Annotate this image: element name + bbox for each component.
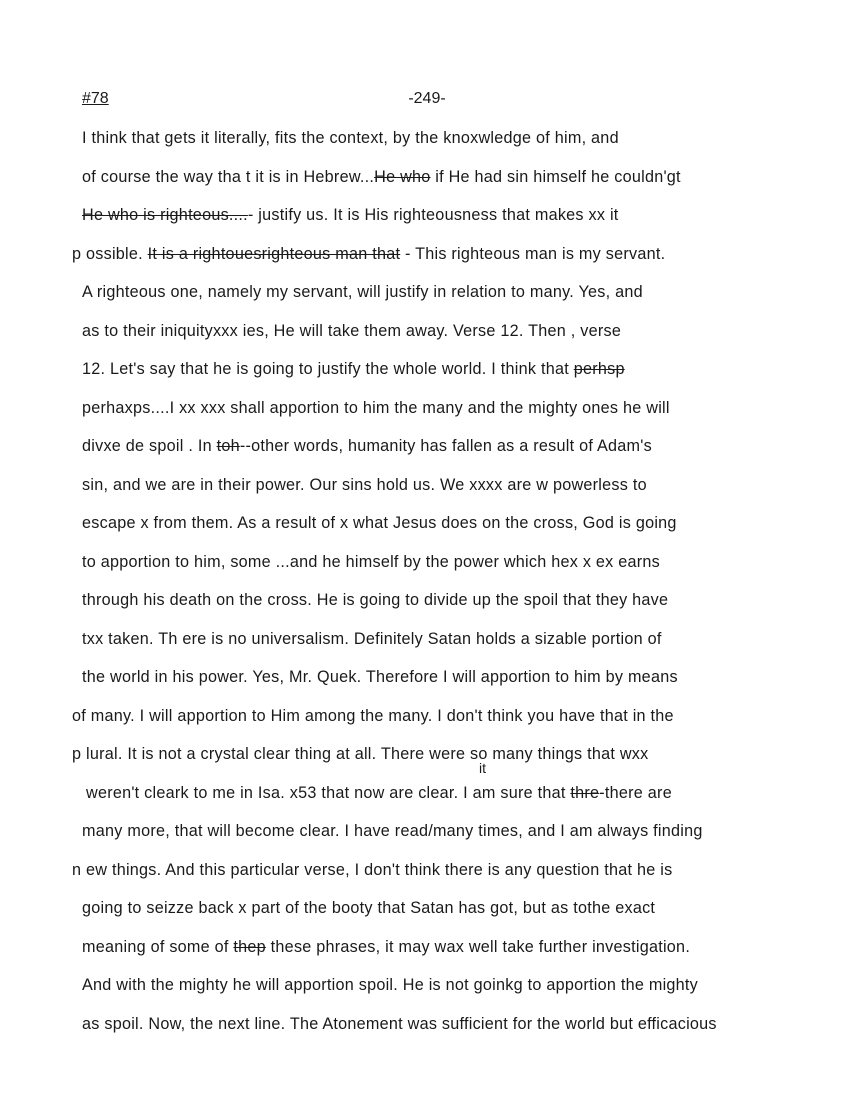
text-line [82,283,643,302]
page-number: -249- [408,90,446,107]
text-line [72,745,648,764]
text-segment: -there are [599,783,672,802]
text-line [86,784,672,803]
text-segment: to apportion to him, some ...and he himself by the power which hex x ex earns [82,552,661,571]
text-segment: --other words, humanity has fallen as a result of Adam's [239,437,652,455]
text-segment: I think that gets it literally, fits the context, by the knoxwledge of him, and [82,129,619,147]
struck-text: He who [374,167,431,186]
text-segment: 12. Let's say that he is going to justify the whole world. I think that [82,360,574,378]
text-line [82,899,655,918]
text-segment: - This righteous man is my servant. [400,244,666,263]
text-segment: as spoil. Now, the next line. The Atonement was sufficient for the world but efficacious [82,1014,717,1033]
text-segment: going to seizze back x part of the booty that Satan has got, but as tothe exact [82,899,656,917]
text-line [82,630,662,649]
text-segment: the world in his power. Yes, Mr. Quek. Therefore I will apportion to him by means [82,668,678,686]
text-line [82,437,652,456]
text-line [82,553,660,572]
struck-text: He who is righteous.... [82,206,248,224]
text-segment: - justify us. It is His righteousness that makes xx it [247,206,619,224]
text-line [82,822,703,841]
struck-text: toh [216,437,240,455]
text-line [82,514,677,533]
struck-text: thep [233,937,266,956]
text-line [82,476,647,495]
text-segment: p lural. It is not a crystal clear thing at all. There were so many things that wxx [72,745,649,763]
text-line [82,938,690,957]
text-segment: many more, that will become clear. I have read/many times, and I am always finding [82,822,703,840]
text-line [82,360,625,379]
text-segment: as to their iniquityxxx ies, He will take them away. Verse 12. Then , verse [82,321,622,340]
text-segment: p ossible. [72,244,148,263]
text-line [72,861,672,880]
text-segment: divxe de spoil . In [82,437,217,455]
text-line [82,168,681,187]
text-line [72,245,665,264]
text-line [82,591,668,610]
text-segment: perhaxps....I xx xxx shall apportion to him the many and the mighty ones he will [82,398,670,417]
text-line [82,129,619,148]
text-line [82,322,621,341]
document-number: #78 [82,90,109,107]
text-segment: escape x from them. As a result of x what Jesus does on the cross, God is going [82,514,677,532]
text-line [72,707,674,726]
text-line [82,668,678,687]
struck-text: thre [570,783,600,802]
text-segment: through his death on the cross. He is going to divide up the spoil that they have [82,591,669,609]
struck-text: It is a rightouesrighteous man that [147,244,401,263]
text-segment: meaning of some of [82,937,234,956]
text-line [82,399,670,418]
text-segment: And with the mighty he will apportion spoil. He is not goinkg to apportion the mighty [82,976,699,994]
text-line [82,976,698,995]
text-segment: if He had sin himself he couldn'gt [430,167,681,186]
text-line [82,1015,717,1034]
text-segment: these phrases, it may wax well take further investigation. [265,937,691,956]
text-segment: A righteous one, namely my servant, will justify in relation to many. Yes, and [82,283,643,301]
text-segment: weren't cleark to me in Isa. x53 that now are clear. I am sure that [86,783,571,802]
handwritten-insertion: it [479,760,486,776]
text-segment: of course the way tha t it is in Hebrew... [82,167,375,186]
text-segment: of many. I will apportion to Him among the many. I don't think you have that in the [72,706,674,725]
text-segment: n ew things. And this particular verse, I don't think there is any question that he is [72,860,673,879]
text-segment: sin, and we are in their power. Our sins hold us. We xxxx are w powerless to [82,475,647,494]
text-line [82,206,619,225]
text-segment: txx taken. Th ere is no universalism. Definitely Satan holds a sizable portion of [82,629,662,648]
struck-text: perhsp [573,360,625,378]
